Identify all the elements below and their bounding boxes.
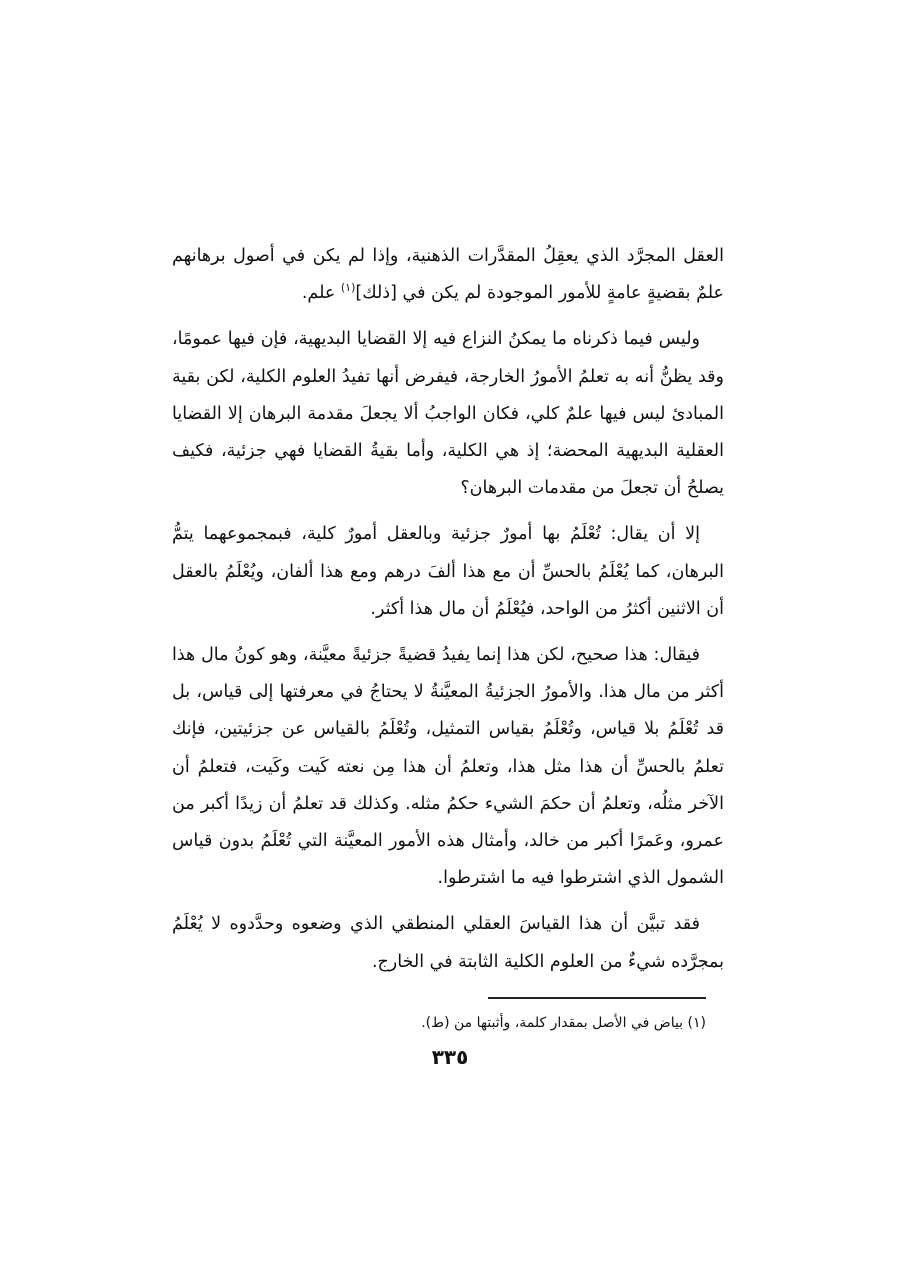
paragraph-1-end: علم. — [301, 283, 341, 304]
paragraph-2: وليس فيما ذكرناه ما يمكنُ النزاع فيه إلا القضايا البديهية، فإن فيها عمومًا، وقد يظنُّ أنه به تعلمُ الأمورُ الخارجة، فيفرض أنها تفيدُ العلوم الكلية، لكن بقية المبادئ ليس فيها علمٌ كلي، فكان الواجبُ ألا يجعلَ مقدمة البرهان إلا القضايا العقلية البديهية المحضة؛ إذ هي الكلية، وأما بقيةُ القضايا فهي جزئية، فكيف يصلحُ أن تجعلَ من مقدمات البرهان؟ — [172, 329, 724, 499]
footnote-reference: (١) — [340, 281, 356, 295]
paragraph-1-text: العقل المجرَّد الذي يعقِلُ المقدَّرات الذهنية، وإذا لم يكن في أصول برهانهم علمٌ بقضيةٍ عامةٍ للأمور الموجودة لم يكن في [ذلك] — [172, 246, 724, 304]
paragraph-5: فقد تبيَّن أن هذا القياسَ العقلي المنطقي الذي وضعوه وحدَّدوه لا يُعْلَمُ بمجرَّده شيءٌ من العلوم الكلية الثابتة في الخارج. — [172, 914, 724, 972]
footnote — [360, 1012, 706, 1034]
main-text — [172, 238, 724, 990]
page-number: ٣٣٥ — [431, 1045, 469, 1069]
paragraph-3: إلا أن يقال: تُعْلَمُ بها أمورٌ جزئية وبالعقل أمورٌ كلية، فبمجموعهما يتمُّ البرهان، كما يُعْلَمُ بالحسِّ أن مع هذا ألفَ درهم ومع هذا ألفان، ويُعْلَمُ بالعقل أن الاثنين أكثرُ من الواحد، فيُعْلَمُ أن مال هذا أكثر. — [172, 524, 724, 619]
paragraph-1 — [172, 238, 724, 312]
paragraph-4: فيقال: هذا صحيح، لكن هذا إنما يفيدُ قضيةً جزئيةً معيَّنة، وهو كونُ مال هذا أكثر من مال هذا. والأمورُ الجزئيةُ المعيَّنةُ لا يحتاجُ في معرفتها إلى قياس، بل قد تُعْلَمُ بلا قياس، وتُعْلَمُ بقياس التمثيل، وتُعْلَمُ بالقياس عن جزئيتين، فإنك تعلمُ بالحسِّ أن هذا مثل هذا، وتعلمُ أن هذا مِن نعته كَيت وكَيت، فتعلمُ أن الآخر مثلُه، وتعلمُ أن حكمَ الشيء حكمُ مثله. وكذلك قد تعلمُ أن زيدًا أكبر من عمرو، وعَمرًا أكبر من خالد، وأمثال هذه الأمور المعيَّنة التي تُعْلَمُ بدون قياس الشمول الذي اشترطوا فيه ما اشترطوا. — [172, 645, 724, 889]
footnote-marker: (١) — [687, 1015, 706, 1031]
footnote-text: بياض في الأصل بمقدار كلمة، وأثبتها من (ط). — [421, 1015, 684, 1031]
footnote-separator — [488, 997, 706, 999]
